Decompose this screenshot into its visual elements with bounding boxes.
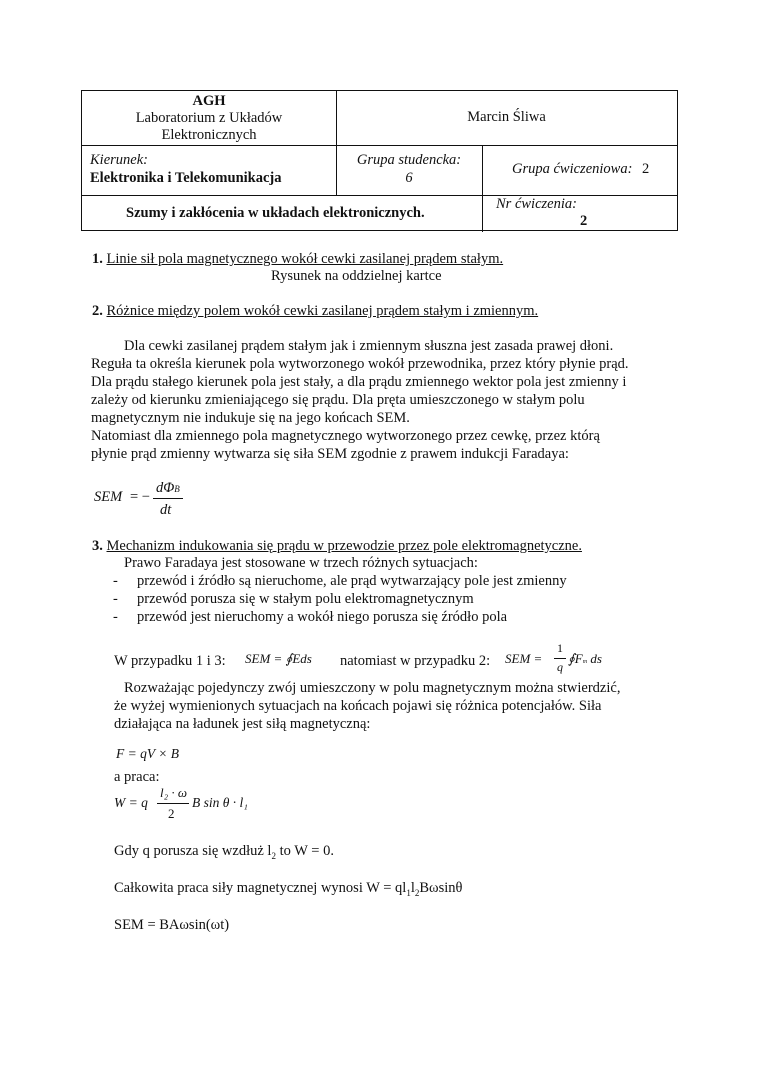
- s2-para-line3: Dla prądu stałego kierunek pola jest stały, a dla prądu zmiennego wektor pola jest zmienny i: [91, 374, 627, 390]
- exercise-group-label: Grupa ćwiczeniowa:: [512, 161, 633, 177]
- s3-para-line3: działająca na ładunek jest siłą magnetyczną:: [114, 716, 371, 732]
- header-table: [81, 90, 678, 231]
- topic: Szumy i zakłócenia w układach elektronicznych.: [126, 205, 425, 221]
- s3-para-line1: Rozważając pojedynczy zwój umieszczony w polu magnetycznym można stwierdzić,: [124, 680, 621, 696]
- g1-line: Gdy q porusza się wzdłuż $l_2$ to W = 0.: [114, 843, 334, 861]
- section1-note: Rysunek na oddzielnej kartce: [271, 268, 442, 284]
- case-1-3-equation: SEM = ∮Eds: [245, 651, 312, 666]
- section3-heading: 3. Mechanizm indukowania się prądu w przewodzie przez pole elektromagnetyczne.: [92, 538, 582, 554]
- section1-heading: 1. Linie sił pola magnetycznego wokół cewki zasilanej prądem stałym.: [92, 251, 504, 267]
- section2-heading: 2. Różnice między polem wokół cewki zasilanej prądem stałym i zmiennym.: [92, 303, 539, 319]
- s2-para-line6: Natomiast dla zmiennego pola magnetycznego wytworzonego przez cewkę, przez którą: [91, 428, 600, 444]
- s3-para-line2: że wyżej wymienionych sytuacjach na końcach pojawi się różnica potencjałów. Siła: [114, 698, 602, 714]
- exercise-group-value: 2: [642, 161, 650, 177]
- author-name: Marcin Śliwa: [467, 109, 546, 125]
- section3-title: Mechanizm indukowania się prądu w przewodzie przez pole elektromagnetyczne.: [106, 538, 582, 554]
- bullet-item: przewód jest nieruchomy a wokół niego porusza się źródło pola: [137, 609, 508, 625]
- s2-para-line5: magnetycznym nie indukuje się na jego końcach SEM.: [91, 410, 410, 426]
- direction-label: Kierunek:: [90, 152, 148, 168]
- s2-para-line4: zależy od kierunku zmieniającego się prądu. Dla pręta umieszczonego w stałym polu: [91, 392, 585, 408]
- group-label: Grupa studencka:: [356, 152, 462, 168]
- case-2-label: natomiast w przypadku 2:: [340, 653, 491, 669]
- section2-title: Różnice między polem wokół cewki zasilanej prądem stałym i zmiennym.: [106, 303, 539, 319]
- lab-line2: Elektronicznych: [161, 127, 257, 143]
- exercise-no-label: Nr ćwiczenia:: [496, 196, 577, 212]
- force-equation: F = qV × B: [116, 746, 179, 761]
- section1-title: Linie sił pola magnetycznego wokół cewki zasilanej prądem stałym.: [106, 251, 504, 267]
- direction-value: Elektronika i Telekomunikacja: [90, 170, 282, 186]
- bullet-item: przewód porusza się w stałym polu elektromagnetycznym: [137, 591, 474, 607]
- work-label: a praca:: [114, 769, 160, 785]
- g3-line: SEM = BAωsin(ωt): [114, 917, 230, 933]
- lab-line1: Laboratorium z Układów: [135, 110, 283, 126]
- case-1-3-label: W przypadku 1 i 3:: [114, 653, 226, 669]
- s2-para-line2: Reguła ta określa kierunek pola wytworzonego wokół przewodnika, przez który płynie prąd.: [91, 356, 629, 372]
- org-name: AGH: [192, 93, 226, 109]
- group-value: 6: [405, 170, 413, 186]
- s2-para-line1: Dla cewki zasilanej prądem stałym jak i zmiennym słuszna jest zasada prawej dłoni.: [124, 338, 614, 354]
- s2-para-line7: płynie prąd zmienny wytwarza się siła SEM zgodnie z prawem indukcji Faradaya:: [91, 446, 569, 462]
- bullet-item: przewód i źródło są nieruchome, ale prąd wytwarzający pole jest zmienny: [137, 573, 567, 589]
- s3-intro: Prawo Faradaya jest stosowane w trzech różnych sytuacjach:: [124, 555, 478, 571]
- exercise-no-value: 2: [580, 213, 588, 229]
- g2-line: Całkowita praca siły magnetycznej wynosi $W = ql_1l_2B\omega\sin\theta$: [114, 880, 463, 898]
